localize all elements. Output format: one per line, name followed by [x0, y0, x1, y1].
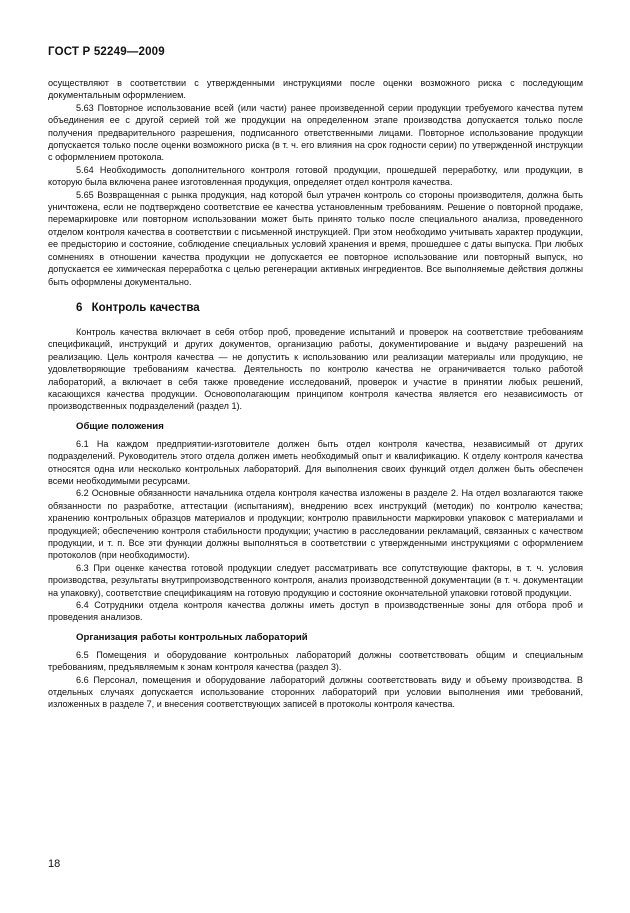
paragraph-group-b — [48, 326, 583, 413]
document-page — [48, 46, 583, 711]
paragraph: 6.1 На каждом предприятии-изготовителе должен быть отдел контроля качества, независимый от других подразделений. Руководитель этого отдела должен иметь необходимый опыт и квалификацию. К отделу контроля качества относятся одна или несколько контрольных лабораторий. Для выполнения своих функций отдел должен быть обеспечен всеми необходимыми ресурсами. — [48, 438, 583, 486]
paragraph-group-a — [48, 77, 583, 288]
paragraph: 5.63 Повторное использование всей (или части) ранее произведенной серии продукции требуемого качества путем объединения ее с другой серией той же продукции на определенном этапе производства допускается только после получения предварительного разрешения, подписанного ответственными лицами. Повторное использование продукции допускается только после оценки возможного риска (в т. ч. его влияния на срок годности серии) по утвержденной инструкции с оформлением протокола. — [48, 102, 583, 163]
subsection-heading: Общие положения — [76, 420, 164, 432]
paragraph: Контроль качества включает в себя отбор проб, проведение испытаний и проверок на соответствие требованиям спецификаций, инструкций и других документов, организацию работы, документирование и выдачу разрешений на реализацию. Цель контроля качества — не допустить к использованию или реализации материалы или продукцию, не удовлетворяющие требованиям качества. Деятельность по контролю качества не ограничивается только работой лабораторий, а включает в себя также проведение исследований, проверок и участие в принятии любых решений, касающихся качества продукции. Основополагающим принципом контроля качества является его независимость от производственных подразделений (раздел 1). — [48, 326, 583, 412]
section-heading — [76, 302, 583, 314]
paragraph: 6.5 Помещения и оборудование контрольных лабораторий должны соответствовать общим и специальным требованиям, предъявляемым к зонам контроля качества (раздел 3). — [48, 649, 583, 673]
document-header: ГОСТ Р 52249—2009 — [48, 46, 165, 58]
paragraph: 6.6 Персонал, помещения и оборудование лабораторий должны соответствовать виду и объему производства. В отдельных случаях допускается использование сторонних лабораторий при условии выполнения ими требований, изложенных в разделе 7, и внесения соответствующих записей в протоколы контроля качества. — [48, 674, 583, 710]
paragraph: 6.2 Основные обязанности начальника отдела контроля качества изложены в разделе 2. На отдел возлагаются также обязанности по разработке, аттестации (испытаниям), внедрению всех инструкций (методик) по контролю качества; хранению контрольных образцов материалов и продукции; контролю правильности маркировки упаковок с материалами и продукцией; обеспечению контроля стабильности продукции; участию в расследовании рекламаций, связанных с качеством продукции, и т. п. Все эти функции должны выполняться в соответствии с утвержденными инструкциями с оформлением протоколов (при необходимости). — [48, 488, 583, 561]
document-body — [48, 77, 583, 711]
subsection-heading: Организация работы контрольных лабораторий — [76, 631, 308, 643]
paragraph: осуществляют в соответствии с утвержденными инструкциями после оценки возможного риска с последующим документальным оформлением. — [48, 78, 583, 101]
paragraph: 6.4 Сотрудники отдела контроля качества должны иметь доступ в производственные зоны для отбора проб и проведения анализов. — [48, 600, 583, 623]
paragraph-group-d — [48, 649, 583, 711]
paragraph: 6.3 При оценке качества готовой продукции следует рассматривать все сопутствующие факторы, в т. ч. условия производства, результаты внутрипроизводственного контроля, анализ производственной документации (в т. ч. документации на упаковку), соответствие спецификациям на готовую продукцию и состояние окончательной упаковки готовой продукции. — [48, 562, 583, 598]
paragraph-group-c — [48, 438, 583, 624]
paragraph: 5.64 Необходимость дополнительного контроля готовой продукции, прошедшей переработку, или продукции, в которую была включена ранее изготовленная продукция, определяет отдел контроля качества. — [48, 164, 583, 188]
section-number: 6 — [76, 301, 83, 314]
section-title: Контроль качества — [91, 301, 200, 314]
page-number: 18 — [48, 858, 61, 870]
paragraph: 5.65 Возвращенная с рынка продукция, над которой был утрачен контроль со стороны производителя, должна быть уничтожена, если не подтверждено соответствие ее качества установленным требованиям. Решение о повторной продаже, перемаркировке или повторном использовании может быть принято только после специального анализа, проведенного отделом контроля качества в соответствии с письменной инструкцией. При этом необходимо учитывать характер продукции, ее предысторию и состояние, соблюдение специальных условий хранения и время, прошедшее с даты выпуска. При любых сомнениях в отношении качества продукции не допускается ее повторное использование или повторный выпуск, но допускается ее химическая переработка с целью регенерации активных ингредиентов. Все выполняемые действия должны быть оформлены документально. — [48, 189, 583, 287]
